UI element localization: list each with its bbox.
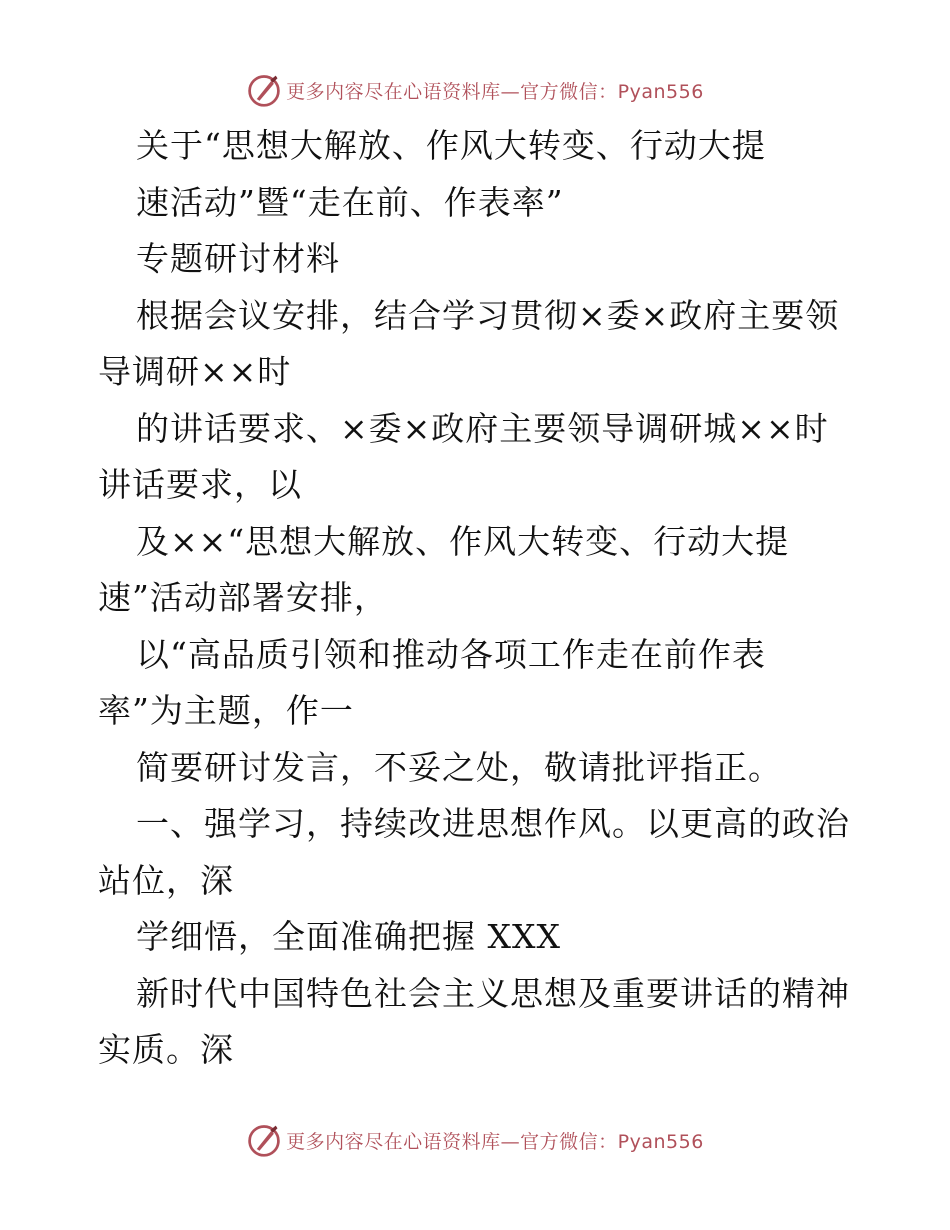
text-line: 简要研讨发言，不妥之处，敬请批评指正。 <box>136 747 782 787</box>
pen-seal-icon <box>246 72 282 108</box>
text-line: 专题研讨材料 <box>136 239 340 278</box>
text-line: 以“高品质引领和推动各项工作走在前作表 <box>136 634 766 674</box>
text-line: 根据会议安排，结合学习贯彻×委×政府主要领 <box>136 295 840 335</box>
watermark-text: 更多内容尽在心语资料库—官方微信：Pyan556 <box>286 80 704 103</box>
pen-seal-icon <box>246 1122 282 1158</box>
text-line: 速活动”暨“走在前、作表率” <box>136 182 564 222</box>
text-line: 率”为主题，作一 <box>98 691 354 730</box>
text-line: 的讲话要求、×委×政府主要领导调研城××时 <box>136 408 829 448</box>
text-line: 速”活动部署安排， <box>98 578 388 617</box>
text-line: 站位，深 <box>98 860 234 900</box>
text-line: 及××“思想大解放、作风大转变、行动大提 <box>136 521 790 561</box>
watermark-text: 更多内容尽在心语资料库—官方微信：Pyan556 <box>286 1130 704 1153</box>
text-line: 导调研××时 <box>98 352 292 391</box>
text-line: 关于“思想大解放、作风大转变、行动大提 <box>136 126 766 165</box>
document-body <box>98 118 858 1079</box>
text-line: 实质。深 <box>98 1030 234 1069</box>
text-line: 讲话要求，以 <box>98 465 302 504</box>
text-line: 一、强学习，持续改进思想作风。以更高的政治 <box>136 804 850 843</box>
header-watermark <box>0 70 950 110</box>
text-line: 学细悟，全面准确把握 XXX <box>136 917 561 956</box>
footer-watermark <box>0 1120 950 1160</box>
text-line: 新时代中国特色社会主义思想及重要讲话的精神 <box>136 973 850 1013</box>
